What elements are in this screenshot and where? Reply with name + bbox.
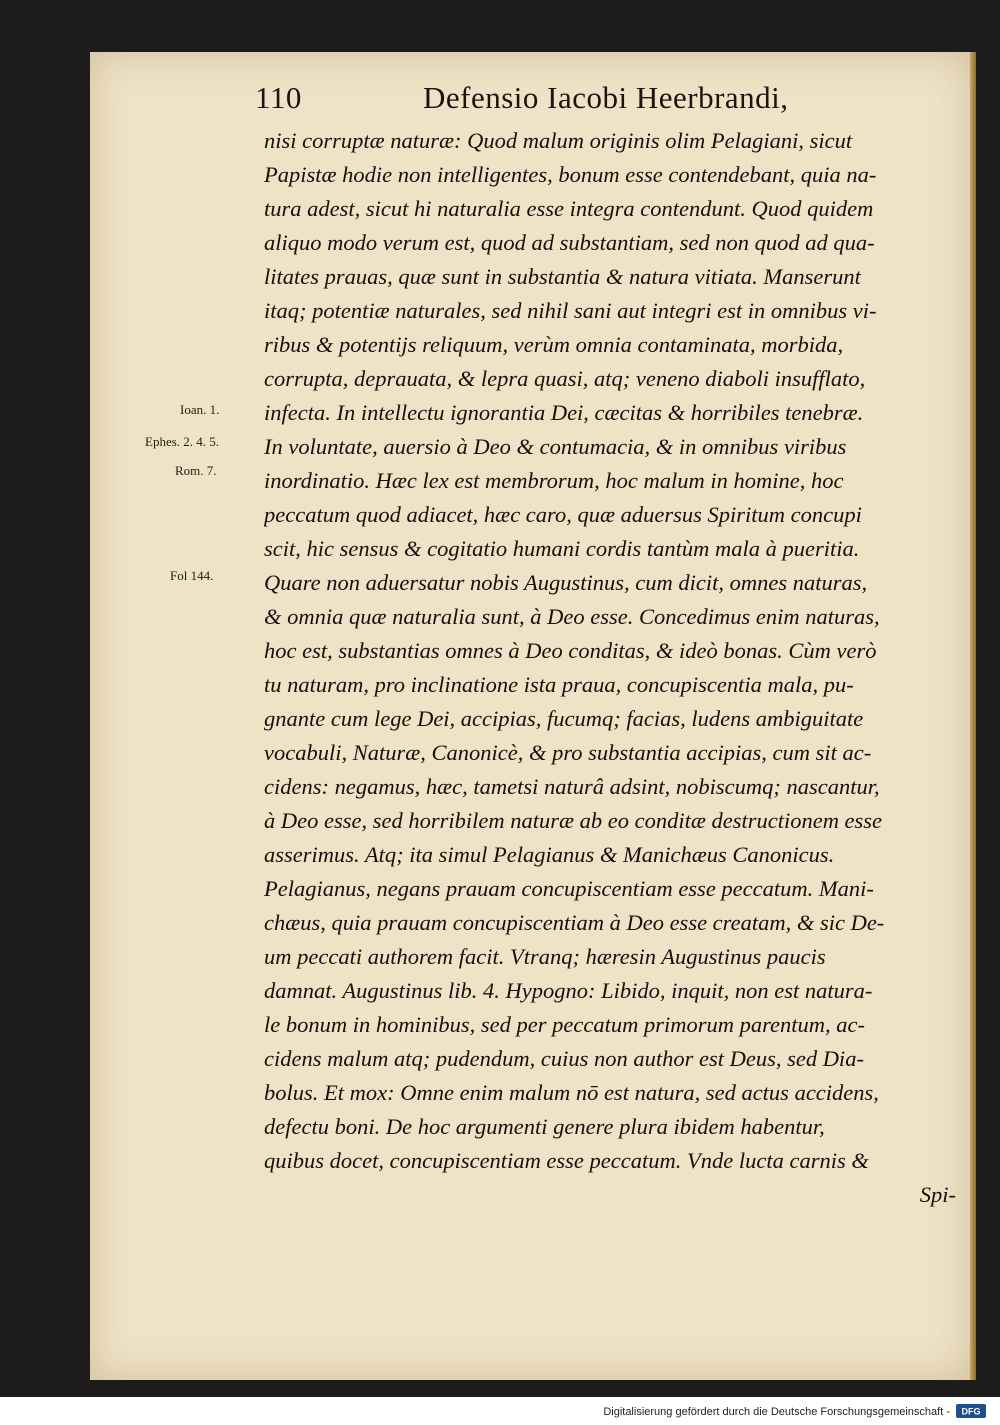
page-edge [970,52,976,1380]
text-line: chæus, quia prauam concupiscentiam à Deo esse creatam, & sic De- [264,910,885,935]
text-line: In voluntate, auersio à Deo & contumacia, & in omnibus viribus [264,434,847,459]
footer-bar [0,1397,1000,1425]
text-line: peccatum quod adiacet, hæc caro, quæ aduersus Spiritum concupi [264,502,862,527]
running-title: Defensio Iacobi Heerbrandi, [423,80,789,115]
text-line: hoc est, substantias omnes à Deo conditas, & ideò bonas. Cùm verò [264,638,877,663]
text-line: le bonum in hominibus, sed per peccatum primorum parentum, ac- [264,1012,865,1037]
text-line: gnante cum lege Dei, accipias, fucumq; facias, ludens ambiguitate [264,706,864,731]
margin-note-ioan: Ioan. 1. [180,402,220,417]
text-line: bolus. Et mox: Omne enim malum nō est natura, sed actus accidens, [264,1080,879,1105]
catchword: Spi- [919,1182,956,1207]
margin-note-rom: Rom. 7. [175,463,217,478]
text-line: ribus & potentijs reliquum, verùm omnia contaminata, morbida, [264,332,844,357]
text-line: inordinatio. Hæc lex est membrorum, hoc malum in homine, hoc [264,468,844,493]
running-head [255,80,955,120]
text-line: um peccati authorem facit. Vtranq; hæresin Augustinus paucis [264,944,826,969]
funding-credit: Digitalisierung gefördert durch die Deutsche Forschungsgemeinschaft - [603,1406,950,1418]
body-text [264,124,964,1212]
text-line: aliquo modo verum est, quod ad substantiam, sed non quod ad qua- [264,230,875,255]
text-line: scit, hic sensus & cogitatio humani cordis tantùm mala à pueritia. [264,536,860,561]
dfg-logo-text: DFG [961,1406,981,1417]
text-line: tu naturam, pro inclinatione ista praua, concupiscentia mala, pu- [264,672,854,697]
text-line: itaq; potentiæ naturales, sed nihil sani aut integri est in omnibus vi- [264,298,877,323]
text-line: infecta. In intellectu ignorantia Dei, cæcitas & horribiles tenebræ. [264,400,864,425]
text-line: asserimus. Atq; ita simul Pelagianus & Manichæus Canonicus. [264,842,835,867]
text-line: Quare non aduersatur nobis Augustinus, cum dicit, omnes naturas, [264,570,868,595]
text-line: quibus docet, concupiscentiam esse peccatum. Vnde lucta carnis & [264,1148,869,1173]
text-line: nisi corruptæ naturæ: Quod malum originis olim Pelagiani, sicut [264,128,853,153]
text-line: tura adest, sicut hi naturalia esse integra contendunt. Quod quidem [264,196,874,221]
text-line: cidens: negamus, hæc, tametsi naturâ adsint, nobiscumq; nascantur, [264,774,880,799]
text-line: corrupta, deprauata, & lepra quasi, atq; veneno diaboli insufflato, [264,366,866,391]
text-line: à Deo esse, sed horribilem naturæ ab eo conditæ destructionem esse [264,808,883,833]
text-line: litates prauas, quæ sunt in substantia & natura vitiata. Manserunt [264,264,861,289]
margin-note-fol: Fol 144. [170,568,214,583]
page-number: 110 [255,80,302,115]
text-line: cidens malum atq; pudendum, cuius non author est Deus, sed Dia- [264,1046,864,1071]
margin-note-ephes: Ephes. 2. 4. 5. [145,434,220,449]
text-line: vocabuli, Naturæ, Canonicè, & pro substantia accipias, cum sit ac- [264,740,872,765]
text-line: & omnia quæ naturalia sunt, à Deo esse. Concedimus enim naturas, [264,604,880,629]
text-line: defectu boni. De hoc argumenti genere plura ibidem habentur, [264,1114,825,1139]
dfg-logo [956,1404,986,1418]
text-line: damnat. Augustinus lib. 4. Hypogno: Libido, inquit, non est natura- [264,978,873,1003]
text-line: Pelagianus, negans prauam concupiscentiam esse peccatum. Mani- [264,876,874,901]
text-line: Papistæ hodie non intelligentes, bonum esse contendebant, quia na- [264,162,877,187]
